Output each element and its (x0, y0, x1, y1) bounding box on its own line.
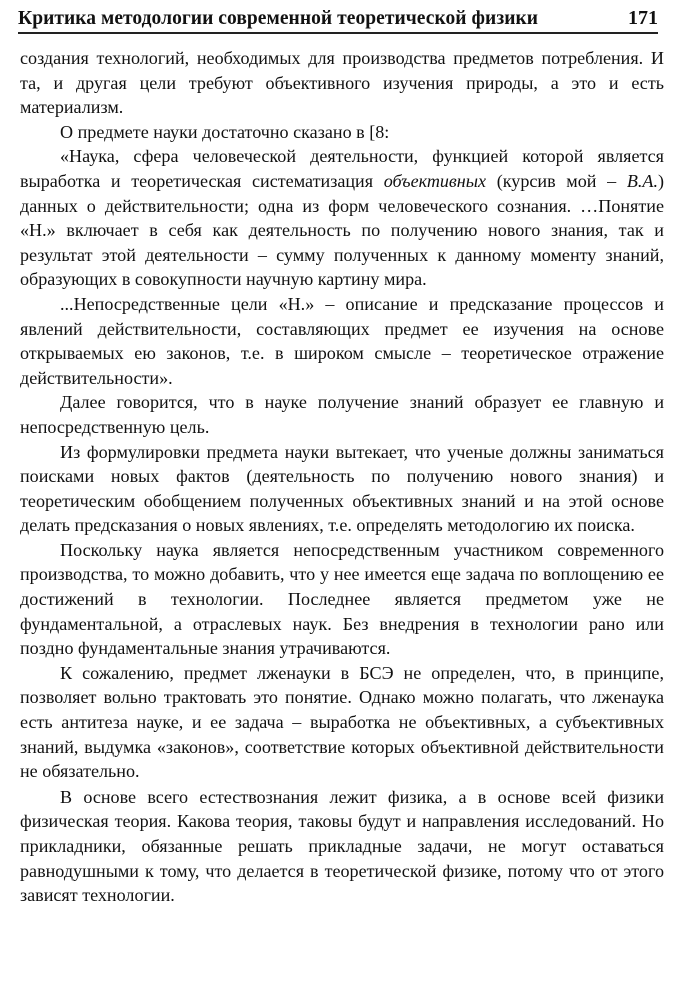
quote-definition (20, 144, 664, 292)
body-text (20, 46, 664, 908)
running-head (18, 4, 658, 34)
quote-italic-author: В.А. (626, 170, 658, 191)
quote-italic-objective: объективных (383, 170, 487, 191)
paragraph-pseudoscience: К сожалению, предмет лженауки в БСЭ не определен, что, в принципе, позволяет вольно трактовать это понятие. Однако можно полагать, что лженаука есть антитеза науке, и ее задача – выработка не объективных, а субъективных знаний, выдумка «законов», соответствие которых объективной действительности не обязательно. (20, 662, 664, 782)
quote-text: «Наука, сфера человеческой деятельности, функцией которой является выработка и теоретическая систематизация (20, 146, 664, 191)
quote-goals: ...Непосредственные цели «Н.» – описание и предсказание процессов и явлений действительности, составляющих предмет ее изучения на основе открываемых ею законов, т.е. в широком смысле – теоретическое отражение действительности». (20, 293, 664, 388)
paragraph-technology: Поскольку наука является непосредственным участником современного производства, то можно добавить, что у нее имеется еще задача по воплощению ее достижений в технологии. Последнее является предметом уже не фундаментальной, а отраслевых наук. Без внедрения в технологии рано или поздно фундаментальные знания утрачиваются. (20, 539, 664, 659)
running-head-title: Критика методологии современной теоретической физики (18, 8, 539, 29)
paragraph-physics-theory: В основе всего естествознания лежит физика, а в основе всей физики физическая теория. Какова теория, таковы будут и направления исследований. Но прикладники, обязанные решать прикладные задачи, не могут оставаться равнодушными к тому, что делается в теоретической физике, потому что от этого зависят технологии. (20, 786, 664, 906)
quote-text: ) данных о действительности; одна из форм человеческого сознания. …Понятие «Н.» включает в себя как деятельность по получению нового знания, так и результат этой деятельности – сумму полученных к данному моменту знаний, образующих в совокупности научную картину мира. (20, 170, 665, 290)
paragraph-scientists-tasks: Из формулировки предмета науки вытекает, что ученые должны заниматься поисками новых фактов (деятельность по получению нового знания) и теоретическим обобщением полученных объективных знаний и на этой основе делать предсказания о новых явлениях, т.е. определять методологию их поиска. (20, 441, 664, 536)
paragraph-continuation: создания технологий, необходимых для производства предметов потребления. И та, и другая цели требуют объективного изучения природы, а это и есть материализм. (20, 48, 664, 118)
quote-text: (курсив мой – (486, 170, 627, 191)
paragraph-science-subject: О предмете науки достаточно сказано в [8: (60, 121, 390, 142)
paragraph-main-goal: Далее говорится, что в науке получение знаний образует ее главную и непосредственную цель. (20, 392, 664, 437)
page-number: 171 (628, 7, 658, 29)
